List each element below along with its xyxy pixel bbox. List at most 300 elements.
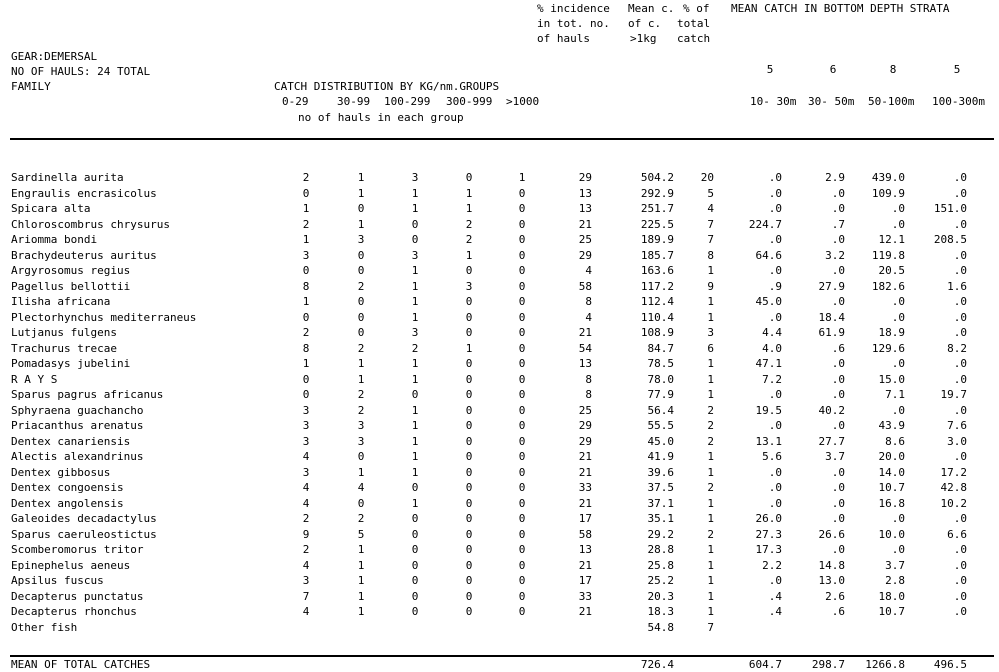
hauls-100-299: 3 xyxy=(411,326,419,339)
table-row xyxy=(0,559,999,575)
species-name: Sardinella aurita xyxy=(11,171,124,184)
table-row xyxy=(0,419,999,435)
hauls-100-299: 0 xyxy=(411,558,419,572)
stratum-10-30m: 47.1 xyxy=(755,357,782,370)
species-name: Dentex gibbosus xyxy=(11,465,111,479)
hauls-300-999: 1 xyxy=(465,248,473,262)
pct-total-catch: 1 xyxy=(707,589,714,603)
incidence-pct: 4 xyxy=(585,264,592,277)
pct-total-catch: 3 xyxy=(707,326,714,339)
hauls-30-99: 1 xyxy=(357,171,365,184)
mean-catch: 251.7 xyxy=(640,202,674,215)
mean-catch: 45.0 xyxy=(647,434,674,448)
stratum-10-30m: .0 xyxy=(768,419,782,432)
hauls-30-99: 2 xyxy=(357,403,365,417)
incidence-pct: 21 xyxy=(578,326,592,339)
incidence-pct: 21 xyxy=(578,465,592,479)
species-name: Engraulis encrasicolus xyxy=(11,186,157,200)
hauls-30-99: 1 xyxy=(357,372,365,386)
table-row xyxy=(0,497,999,513)
hauls-30-99: 1 xyxy=(357,574,365,587)
incidence-pct: 29 xyxy=(578,171,592,184)
hauls-0-29: 3 xyxy=(302,465,310,479)
species-name: Decapterus rhonchus xyxy=(11,605,137,618)
mean-catch: 189.9 xyxy=(640,233,674,246)
stratum-30-50m: .0 xyxy=(831,388,845,401)
strata-hauls-1: 6 xyxy=(829,63,837,76)
stratum-10-30m: 2.2 xyxy=(762,558,782,572)
hauls-0-29: 4 xyxy=(302,496,310,510)
hauls-0-29: 1 xyxy=(302,295,310,308)
hauls-0-29: 3 xyxy=(302,403,310,417)
stratum-30-50m: 3.7 xyxy=(825,450,845,463)
hauls-300-999: 0 xyxy=(465,326,473,339)
hauls-0-29: 2 xyxy=(302,512,310,525)
hauls-over-1000: 0 xyxy=(518,233,526,246)
hauls-30-99: 1 xyxy=(357,186,365,200)
stratum-30-50m: .0 xyxy=(831,481,845,494)
strata-hauls-3: 5 xyxy=(953,63,961,76)
hauls-over-1000: 0 xyxy=(518,310,526,324)
stratum-100-300m: 208.5 xyxy=(933,233,967,246)
hauls-100-299: 0 xyxy=(411,481,419,494)
stratum-100-300m: .0 xyxy=(953,326,967,339)
incidence-pct: 21 xyxy=(578,496,592,510)
stratum-10-30m: .4 xyxy=(768,605,782,618)
hauls-0-29: 0 xyxy=(302,388,310,401)
stratum-10-30m: 224.7 xyxy=(748,217,782,231)
mean-catch: 41.9 xyxy=(647,450,674,463)
hauls-100-299: 0 xyxy=(411,217,419,231)
hauls-100-299: 1 xyxy=(411,186,419,200)
mean-catch: 292.9 xyxy=(640,186,674,200)
incidence-pct: 4 xyxy=(585,310,592,324)
species-name: Plectorhynchus mediterraneus xyxy=(11,310,197,324)
hauls-0-29: 9 xyxy=(302,527,310,541)
stratum-10-30m: 26.0 xyxy=(755,512,782,525)
stratum-100-300m: 17.2 xyxy=(940,465,967,479)
stratum-100-300m: 6.6 xyxy=(947,527,967,541)
footer-stratum-2: 1266.8 xyxy=(865,658,905,671)
stratum-30-50m: 13.0 xyxy=(818,574,845,587)
hauls-over-1000: 0 xyxy=(518,512,526,525)
header-divider xyxy=(10,138,994,140)
pct-total-catch: 1 xyxy=(707,512,714,525)
species-name: Ilisha africana xyxy=(11,295,111,308)
pct-total-catch: 2 xyxy=(707,527,714,541)
pct-total-catch: 7 xyxy=(707,620,714,634)
mean-catch: 78.0 xyxy=(647,372,674,386)
stratum-10-30m: 64.6 xyxy=(755,248,782,262)
stratum-50-100m: 18.9 xyxy=(878,326,905,339)
stratum-50-100m: 20.5 xyxy=(878,264,905,277)
pct-total-catch: 1 xyxy=(707,543,714,556)
stratum-30-50m: .6 xyxy=(831,341,845,355)
hauls-0-29: 4 xyxy=(302,450,310,463)
stratum-30-50m: .0 xyxy=(831,496,845,510)
stratum-10-30m: 19.5 xyxy=(755,403,782,417)
incidence-pct: 17 xyxy=(578,512,592,525)
stratum-100-300m: 151.0 xyxy=(933,202,967,215)
stratum-10-30m: 45.0 xyxy=(755,295,782,308)
incidence-pct: 58 xyxy=(578,527,592,541)
hauls-30-99: 2 xyxy=(357,388,365,401)
species-name: Lutjanus fulgens xyxy=(11,326,117,339)
pct-total-catch: 1 xyxy=(707,558,714,572)
hauls-300-999: 0 xyxy=(465,527,473,541)
stratum-50-100m: 8.6 xyxy=(885,434,905,448)
hauls-30-99: 1 xyxy=(357,217,365,231)
stratum-50-100m: 10.0 xyxy=(878,527,905,541)
stratum-100-300m: .0 xyxy=(953,372,967,386)
catch-distribution-title: CATCH DISTRIBUTION BY KG/nm.GROUPS xyxy=(274,80,500,93)
hauls-100-299: 1 xyxy=(411,496,419,510)
catch-group-4: >1000 xyxy=(506,95,540,108)
stratum-50-100m: 20.0 xyxy=(878,450,905,463)
stratum-100-300m: .0 xyxy=(953,574,967,587)
mean-catch: 25.8 xyxy=(647,558,674,572)
stratum-30-50m: .0 xyxy=(831,465,845,479)
incidence-pct: 25 xyxy=(578,233,592,246)
stratum-50-100m: .0 xyxy=(891,202,905,215)
hauls-0-29: 8 xyxy=(302,341,310,355)
hauls-300-999: 0 xyxy=(465,605,473,618)
table-row xyxy=(0,171,999,187)
pct-total-catch: 2 xyxy=(707,481,714,494)
hauls-0-29: 3 xyxy=(302,434,310,448)
mean-catch: 108.9 xyxy=(640,326,674,339)
hauls-0-29: 8 xyxy=(302,279,310,293)
hauls-per-group-label: no of hauls in each group xyxy=(298,111,464,124)
hauls-over-1000: 0 xyxy=(518,450,526,463)
species-name: Pagellus bellottii xyxy=(11,279,131,293)
pct-total-catch: 1 xyxy=(707,450,714,463)
stratum-30-50m: 14.8 xyxy=(818,558,845,572)
mean-catch: 112.4 xyxy=(640,295,674,308)
table-row xyxy=(0,373,999,389)
incidence-pct: 13 xyxy=(578,186,592,200)
pct-total-catch: 1 xyxy=(707,295,714,308)
hauls-100-299: 1 xyxy=(411,279,419,293)
mean-catch: 35.1 xyxy=(647,512,674,525)
hauls-over-1000: 0 xyxy=(518,357,526,370)
species-name: Spicara alta xyxy=(11,202,91,215)
table-row xyxy=(0,388,999,404)
stratum-30-50m: .7 xyxy=(831,217,845,231)
hauls-30-99: 1 xyxy=(357,357,365,370)
pct-total-catch: 1 xyxy=(707,310,714,324)
hauls-30-99: 3 xyxy=(357,233,365,246)
stratum-30-50m: .0 xyxy=(831,186,845,200)
hauls-over-1000: 0 xyxy=(518,527,526,541)
stratum-10-30m: .0 xyxy=(768,233,782,246)
table-row xyxy=(0,295,999,311)
hauls-30-99: 1 xyxy=(357,558,365,572)
stratum-50-100m: 2.8 xyxy=(885,574,905,587)
hauls-over-1000: 0 xyxy=(518,605,526,618)
pct-total-catch: 2 xyxy=(707,403,714,417)
family-label: FAMILY xyxy=(11,80,51,93)
incidence-pct: 8 xyxy=(585,388,592,401)
stratum-10-30m: .0 xyxy=(768,310,782,324)
stratum-50-100m: 16.8 xyxy=(878,496,905,510)
stratum-10-30m: .0 xyxy=(768,496,782,510)
stratum-30-50m: 27.9 xyxy=(818,279,845,293)
hauls-30-99: 0 xyxy=(357,310,365,324)
species-name: Galeoides decadactylus xyxy=(11,512,157,525)
mean-catch: 163.6 xyxy=(640,264,674,277)
incidence-pct: 21 xyxy=(578,558,592,572)
table-row xyxy=(0,202,999,218)
incidence-pct: 21 xyxy=(578,217,592,231)
hauls-300-999: 0 xyxy=(465,419,473,432)
mean-catch: 77.9 xyxy=(647,388,674,401)
hauls-30-99: 1 xyxy=(357,589,365,603)
species-name: Chloroscombrus chrysurus xyxy=(11,217,170,231)
hauls-30-99: 0 xyxy=(357,496,365,510)
hauls-30-99: 0 xyxy=(357,202,365,215)
stratum-100-300m: .0 xyxy=(953,248,967,262)
pct-total-catch: 1 xyxy=(707,357,714,370)
species-name: Ariomma bondi xyxy=(11,233,98,246)
mean-header-3: >1kg xyxy=(630,32,657,45)
stratum-50-100m: .0 xyxy=(891,295,905,308)
hauls-300-999: 0 xyxy=(465,543,473,556)
table-row xyxy=(0,404,999,420)
incidence-pct: 33 xyxy=(578,589,592,603)
stratum-30-50m: .6 xyxy=(831,605,845,618)
pct-total-catch: 1 xyxy=(707,264,714,277)
incidence-header-2: in tot. no. xyxy=(537,17,610,30)
species-name: Argyrosomus regius xyxy=(11,264,131,277)
hauls-over-1000: 0 xyxy=(518,589,526,603)
stratum-100-300m: 3.0 xyxy=(947,434,967,448)
stratum-100-300m: .0 xyxy=(953,264,967,277)
hauls-over-1000: 0 xyxy=(518,388,526,401)
stratum-10-30m: .0 xyxy=(768,388,782,401)
table-row xyxy=(0,233,999,249)
pct-total-catch: 8 xyxy=(707,248,714,262)
stratum-30-50m: 18.4 xyxy=(818,310,845,324)
stratum-50-100m: .0 xyxy=(891,310,905,324)
incidence-pct: 13 xyxy=(578,202,592,215)
incidence-pct: 33 xyxy=(578,481,592,494)
stratum-30-50m: .0 xyxy=(831,295,845,308)
hauls-0-29: 4 xyxy=(302,558,310,572)
hauls-0-29: 1 xyxy=(302,233,310,246)
table-row xyxy=(0,512,999,528)
hauls-300-999: 0 xyxy=(465,574,473,587)
mean-catch: 110.4 xyxy=(640,310,674,324)
pct-total-catch: 1 xyxy=(707,372,714,386)
species-name: Scomberomorus tritor xyxy=(11,543,144,556)
incidence-pct: 25 xyxy=(578,403,592,417)
stratum-30-50m: .0 xyxy=(831,202,845,215)
stratum-100-300m: .0 xyxy=(953,186,967,200)
species-name: Other fish xyxy=(11,620,78,634)
stratum-50-100m: 119.8 xyxy=(871,248,905,262)
hauls-over-1000: 0 xyxy=(518,341,526,355)
stratum-100-300m: 1.6 xyxy=(947,279,967,293)
hauls-100-299: 0 xyxy=(411,589,419,603)
incidence-pct: 29 xyxy=(578,419,592,432)
catch-group-0: 0-29 xyxy=(282,95,309,108)
hauls-0-29: 1 xyxy=(302,357,310,370)
hauls-300-999: 0 xyxy=(465,465,473,479)
mean-catch: 55.5 xyxy=(647,419,674,432)
strata-range-3: 100-300m xyxy=(932,95,985,108)
hauls-0-29: 1 xyxy=(302,202,310,215)
table-row xyxy=(0,574,999,590)
hauls-over-1000: 0 xyxy=(518,248,526,262)
stratum-30-50m: .0 xyxy=(831,233,845,246)
mean-catch: 504.2 xyxy=(640,171,674,184)
hauls-100-299: 1 xyxy=(411,465,419,479)
hauls-300-999: 0 xyxy=(465,372,473,386)
stratum-30-50m: 2.9 xyxy=(825,171,845,184)
stratum-50-100m: 10.7 xyxy=(878,481,905,494)
hauls-over-1000: 0 xyxy=(518,403,526,417)
stratum-30-50m: .0 xyxy=(831,543,845,556)
hauls-300-999: 0 xyxy=(465,357,473,370)
table-row xyxy=(0,326,999,342)
hauls-300-999: 1 xyxy=(465,202,473,215)
species-name: Alectis alexandrinus xyxy=(11,450,144,463)
mean-header-1: Mean c. xyxy=(628,2,675,15)
mean-header-2: of c. xyxy=(628,17,662,30)
stratum-100-300m: 19.7 xyxy=(940,388,967,401)
stratum-100-300m: .0 xyxy=(953,357,967,370)
stratum-10-30m: .0 xyxy=(768,202,782,215)
pct-total-catch: 1 xyxy=(707,388,714,401)
stratum-50-100m: 10.7 xyxy=(878,605,905,618)
species-name: Dentex congoensis xyxy=(11,481,124,494)
strata-hauls-0: 5 xyxy=(766,63,774,76)
pct-total-catch: 7 xyxy=(707,217,714,231)
strata-range-1: 30- 50m xyxy=(808,95,855,108)
hauls-100-299: 1 xyxy=(411,419,419,432)
depth-strata-title: MEAN CATCH IN BOTTOM DEPTH STRATA xyxy=(731,2,950,15)
hauls-over-1000: 0 xyxy=(518,574,526,587)
hauls-0-29: 2 xyxy=(302,171,310,184)
hauls-100-299: 1 xyxy=(411,372,419,386)
incidence-pct: 21 xyxy=(578,450,592,463)
incidence-pct: 21 xyxy=(578,605,592,618)
hauls-over-1000: 0 xyxy=(518,434,526,448)
stratum-10-30m: 4.0 xyxy=(762,341,782,355)
stratum-50-100m: 182.6 xyxy=(871,279,905,293)
hauls-0-29: 4 xyxy=(302,605,310,618)
catch-group-1: 30-99 xyxy=(337,95,371,108)
hauls-0-29: 2 xyxy=(302,326,310,339)
hauls-100-299: 0 xyxy=(411,574,419,587)
hauls-0-29: 2 xyxy=(302,217,310,231)
stratum-10-30m: 4.4 xyxy=(762,326,782,339)
incidence-pct: 29 xyxy=(578,248,592,262)
table-row xyxy=(0,450,999,466)
table-row xyxy=(0,435,999,451)
hauls-0-29: 0 xyxy=(302,264,310,277)
stratum-50-100m: 7.1 xyxy=(885,388,905,401)
stratum-50-100m: 43.9 xyxy=(878,419,905,432)
species-name: Sparus caeruleostictus xyxy=(11,527,157,541)
table-row xyxy=(0,590,999,606)
species-name: Apsilus fuscus xyxy=(11,574,104,587)
gear-label: GEAR:DEMERSAL xyxy=(11,50,98,63)
hauls-100-299: 3 xyxy=(411,248,419,262)
mean-catch: 54.8 xyxy=(647,620,674,634)
stratum-100-300m: .0 xyxy=(953,450,967,463)
stratum-10-30m: .0 xyxy=(768,574,782,587)
pct-total-catch: 1 xyxy=(707,496,714,510)
stratum-100-300m: .0 xyxy=(953,512,967,525)
table-row xyxy=(0,357,999,373)
footer-divider xyxy=(10,655,994,657)
mean-catch: 185.7 xyxy=(640,248,674,262)
hauls-30-99: 0 xyxy=(357,326,365,339)
mean-catch: 28.8 xyxy=(647,543,674,556)
stratum-10-30m: 5.6 xyxy=(762,450,782,463)
hauls-over-1000: 1 xyxy=(518,171,526,184)
incidence-pct: 29 xyxy=(578,434,592,448)
mean-catch: 117.2 xyxy=(640,279,674,293)
stratum-50-100m: 15.0 xyxy=(878,372,905,386)
catch-group-2: 100-299 xyxy=(384,95,431,108)
stratum-30-50m: .0 xyxy=(831,372,845,386)
hauls-300-999: 0 xyxy=(465,295,473,308)
stratum-10-30m: .0 xyxy=(768,481,782,494)
stratum-50-100m: 109.9 xyxy=(871,186,905,200)
hauls-300-999: 0 xyxy=(465,558,473,572)
hauls-0-29: 7 xyxy=(302,589,310,603)
footer-stratum-3: 496.5 xyxy=(933,658,967,671)
pct-total-catch: 2 xyxy=(707,419,714,432)
incidence-pct: 13 xyxy=(578,357,592,370)
hauls-100-299: 1 xyxy=(411,403,419,417)
footer-mean: 726.4 xyxy=(640,658,674,671)
mean-catch: 37.5 xyxy=(647,481,674,494)
strata-hauls-2: 8 xyxy=(889,63,897,76)
hauls-100-299: 0 xyxy=(411,512,419,525)
pct-total-catch: 4 xyxy=(707,202,714,215)
stratum-100-300m: .0 xyxy=(953,217,967,231)
hauls-30-99: 5 xyxy=(357,527,365,541)
stratum-50-100m: 18.0 xyxy=(878,589,905,603)
hauls-0-29: 3 xyxy=(302,574,310,587)
hauls-over-1000: 0 xyxy=(518,217,526,231)
stratum-50-100m: 3.7 xyxy=(885,558,905,572)
hauls-100-299: 0 xyxy=(411,388,419,401)
stratum-50-100m: 12.1 xyxy=(878,233,905,246)
hauls-30-99: 0 xyxy=(357,295,365,308)
species-name: Priacanthus arenatus xyxy=(11,419,144,432)
stratum-10-30m: .0 xyxy=(768,171,782,184)
stratum-100-300m: 8.2 xyxy=(947,341,967,355)
species-name: Dentex angolensis xyxy=(11,496,124,510)
stratum-30-50m: 26.6 xyxy=(818,527,845,541)
hauls-300-999: 0 xyxy=(465,171,473,184)
hauls-300-999: 0 xyxy=(465,481,473,494)
hauls-30-99: 1 xyxy=(357,543,365,556)
hauls-300-999: 1 xyxy=(465,186,473,200)
hauls-300-999: 0 xyxy=(465,403,473,417)
hauls-100-299: 0 xyxy=(411,543,419,556)
stratum-10-30m: 17.3 xyxy=(755,543,782,556)
incidence-pct: 8 xyxy=(585,295,592,308)
pct-total-catch: 1 xyxy=(707,605,714,618)
stratum-30-50m: .0 xyxy=(831,419,845,432)
hauls-over-1000: 0 xyxy=(518,326,526,339)
